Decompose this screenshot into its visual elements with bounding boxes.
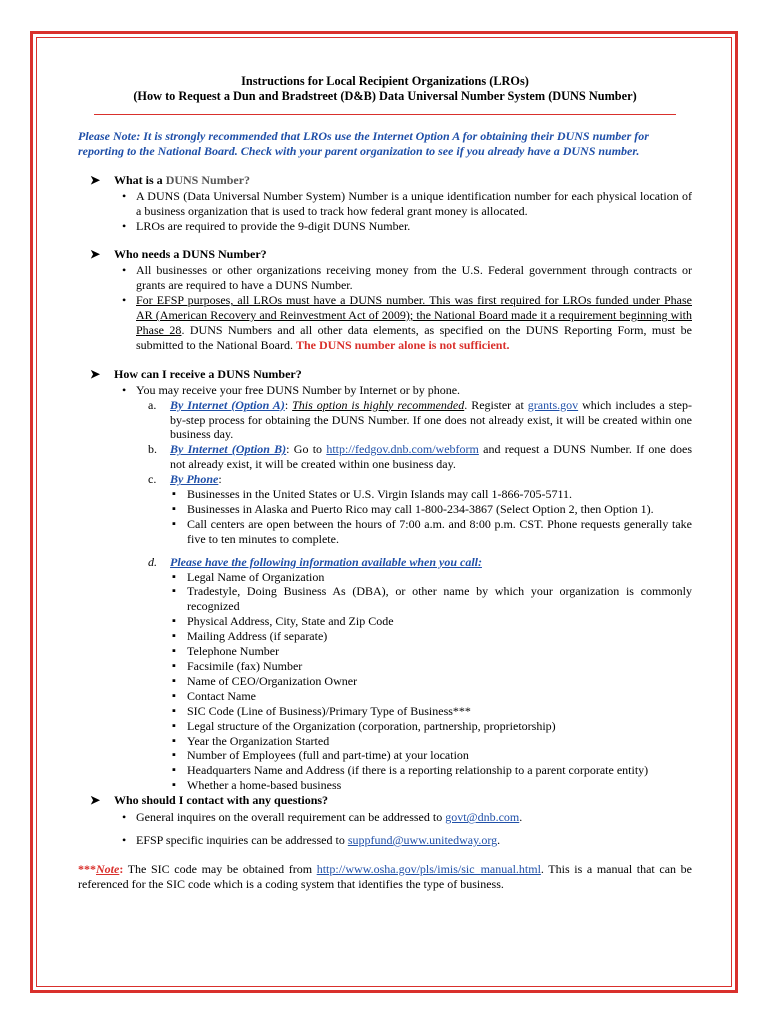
please-note: Please Note: It is strongly recommended that LROs use the Internet Option A for obtaining their DUNS number for reporting to the National Board. Check with your parent organization to see if you already have a DUNS number.: [78, 129, 649, 158]
sic-footnote: ***Note: The SIC code may be obtained from http://www.osha.gov/pls/imis/sic_manual.html. This is a manual that can be referenced for the SIC code which is a coding system that identifies the type of business.: [78, 861, 692, 891]
section-heading: Who needs a DUNS Number?: [114, 247, 267, 262]
arrow-bullet-icon: ➤: [90, 793, 101, 808]
fedgov-webform-link[interactable]: http://fedgov.dnb.com/webform: [326, 442, 479, 457]
document-title: [78, 74, 692, 104]
option-c: c. By Phone: ▪ Businesses in the United States or U.S. Virgin Islands may call 1-866-705-5711. ▪ Businesses in Alaska and Puerto Rico may call 1-800-234-3867 (Select Option 2, then Option 1). ▪ Call centers are open between the hours of 7:00 a.m. and 8:00 p.m. CST. Phone requests generally take five to ten minutes to complete.: [170, 472, 692, 547]
section-heading: Who should I contact with any questions?: [114, 793, 329, 808]
phone-list: [170, 487, 692, 547]
title-divider: [94, 114, 676, 115]
govt-email-link[interactable]: govt@dnb.com: [445, 810, 520, 825]
list-item: ▪ Facsimile (fax) Number: [187, 659, 692, 674]
document-body: [78, 74, 692, 892]
arrow-bullet-icon: ➤: [90, 247, 101, 262]
option-a: a. By Internet (Option A): This option is highly recommended. Register at grants.gov which includes a step-by-step process for obtaining the DUNS Number. If one does not already exist, it will be created within one business day.: [148, 397, 692, 442]
option-b: b. By Internet (Option B): Go to http://fedgov.dnb.com/webform and request a DUNS Number. If one does not already exist, it will be created within one business day.: [148, 442, 692, 472]
list-item: ▪ Call centers are open between the hours of 7:00 a.m. and 8:00 p.m. CST. Phone requests generally take five to ten minutes to complete.: [187, 517, 692, 547]
section-what-is-duns: [78, 173, 692, 234]
section-who-needs-duns: [78, 247, 692, 352]
options-list: [114, 398, 692, 794]
list-item: ▪ Legal structure of the Organization (corporation, partnership, proprietorship): [187, 719, 692, 734]
list-item: ▪ Businesses in the United States or U.S. Virgin Islands may call 1-866-705-5711.: [187, 487, 692, 502]
list-item: ▪ Year the Organization Started: [187, 734, 692, 749]
list-item: • LROs are required to provide the 9-digit DUNS Number.: [136, 219, 692, 234]
bullet-list: [114, 383, 692, 398]
arrow-bullet-icon: ➤: [90, 172, 101, 187]
list-item: ▪ Whether a home-based business: [187, 778, 692, 793]
title-line-1: Instructions for Local Recipient Organizations (LROs): [241, 74, 529, 88]
bullet-list: [114, 189, 692, 234]
list-item: • All businesses or other organizations receiving money from the U.S. Federal government through contracts or grants are required to have a DUNS Number.: [136, 263, 692, 293]
info-list: [170, 570, 692, 794]
option-a-label: By Internet (Option A): [170, 397, 285, 412]
list-item: • A DUNS (Data Universal Number System) Number is a unique identification number for each physical location of a business organization that is used to track how federal grant money is allocated.: [136, 189, 692, 219]
list-item: ▪ Number of Employees (full and part-time) at your location: [187, 748, 692, 763]
title-line-2: (How to Request a Dun and Bradstreet (D&B) Data Universal Number System (DUNS Number): [133, 89, 637, 103]
list-item: • You may receive your free DUNS Number by Internet or by phone.: [136, 383, 692, 398]
section-heading: How can I receive a DUNS Number?: [114, 366, 302, 381]
section-heading: What is a DUNS Number?: [114, 172, 251, 187]
option-d: d. Please have the following information available when you call: ▪ Legal Name of Organization ▪ Tradestyle, Doing Business As (DBA), or other name by which your organization is commonly recognized ▪ Physical Address, City, State and Zip Code ▪ Mailing Address (if separate) ▪ Telephone Number ▪ Facsimile (fax) Number ▪ Name of CEO/Organization Owner ▪ Contact Name ▪ SIC Code (Line of Business)/Primary Type of Business*** ▪ Legal structure of the Organization (corporation, partnership, proprietorship) ▪ Year the Organization Started ▪ Number of Employees (full and part-time) at your location ▪ Headquarters Name and Address (if there is a reporting relationship to a parent corporate entity) ▪ Whether a home-based business: [170, 555, 692, 794]
bullet-list: [114, 810, 692, 848]
grants-gov-link[interactable]: grants.gov: [527, 397, 579, 412]
option-d-label: Please have the following information available when you call:: [170, 554, 482, 569]
list-item: ▪ Headquarters Name and Address (if there is a reporting relationship to a parent corporate entity): [187, 763, 692, 778]
list-item: ▪ Legal Name of Organization: [187, 570, 692, 585]
section-contact: [78, 793, 692, 848]
section-how-to-receive: [78, 367, 692, 793]
list-item: • For EFSP purposes, all LROs must have a DUNS number. This was first required for LROs funded under Phase AR (American Recovery and Reinvestment Act of 2009); the National Board made it a requirement beginning with Phase 28. DUNS Numbers and all other data elements, as specified on the DUNS Reporting Form, must be submitted to the National Board. The DUNS number alone is not sufficient.: [136, 293, 692, 353]
option-b-label: By Internet (Option B): [170, 442, 287, 457]
list-item: ▪ Mailing Address (if separate): [187, 629, 692, 644]
list-item: ▪ Contact Name: [187, 689, 692, 704]
list-item: ▪ Businesses in Alaska and Puerto Rico may call 1-800-234-3867 (Select Option 2, then Option 1).: [187, 502, 692, 517]
arrow-bullet-icon: ➤: [90, 366, 101, 381]
list-item: • EFSP specific inquiries can be addressed to suppfund@uww.unitedway.org.: [136, 833, 692, 848]
bullet-list: [114, 263, 692, 352]
list-item: ▪ Telephone Number: [187, 644, 692, 659]
list-item: • General inquires on the overall requirement can be addressed to govt@dnb.com.: [136, 810, 692, 825]
warning-text: The DUNS number alone is not sufficient.: [295, 337, 510, 352]
list-item: ▪ Physical Address, City, State and Zip Code: [187, 614, 692, 629]
option-c-label: By Phone: [170, 472, 219, 487]
list-item: ▪ SIC Code (Line of Business)/Primary Type of Business***: [187, 704, 692, 719]
list-item: ▪ Tradestyle, Doing Business As (DBA), or other name by which your organization is commonly recognized: [187, 584, 692, 614]
suppfund-email-link[interactable]: suppfund@uww.unitedway.org: [347, 832, 498, 847]
list-item: ▪ Name of CEO/Organization Owner: [187, 674, 692, 689]
sic-manual-link[interactable]: http://www.osha.gov/pls/imis/sic_manual.html: [316, 861, 541, 876]
